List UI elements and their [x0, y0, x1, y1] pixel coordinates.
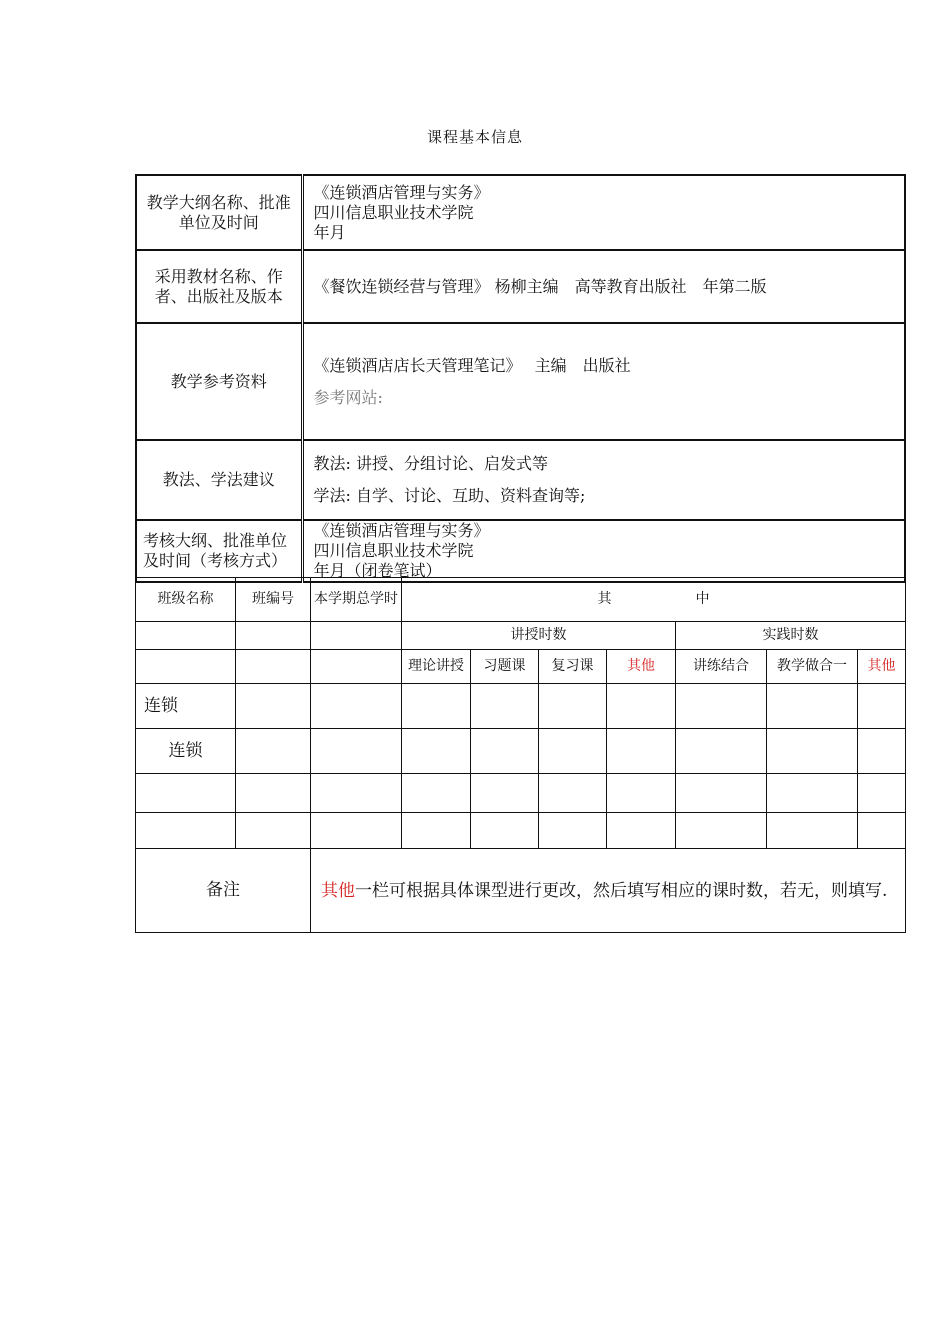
cell: [607, 774, 676, 813]
textbook-row: [136, 250, 905, 323]
cell: [311, 622, 402, 650]
remark-text: 一栏可根据具体课型进行更改，然后填写相应的课时数，若无，则填写.: [355, 880, 888, 901]
method-value: [302, 440, 905, 520]
reference-row: [136, 323, 905, 440]
class-name-cell: 连锁: [136, 684, 236, 729]
exam-label: 考核大纲、批准单位及时间（考核方式）: [136, 520, 302, 582]
exam-line: 《连锁酒店管理与实务》: [313, 521, 490, 540]
cell: [311, 774, 402, 813]
remark-label: 备注: [136, 849, 311, 933]
cell: [311, 729, 402, 774]
cell: [858, 729, 906, 774]
review-header: 复习课: [539, 650, 607, 684]
cell: [607, 684, 676, 729]
remark-highlight: 其他: [321, 880, 355, 901]
cell: [471, 813, 539, 849]
class-name-cell: 连锁: [136, 729, 236, 774]
hours-header-row: [136, 578, 906, 622]
cell: [767, 729, 858, 774]
table-row: [136, 774, 906, 813]
cell: [236, 622, 311, 650]
cell: [471, 774, 539, 813]
cell: [236, 650, 311, 684]
textbook-label: 采用教材名称、作者、出版社及版本: [136, 250, 302, 323]
exam-line: 年月（闭卷笔试）: [313, 561, 442, 580]
practice-hours-header: 实践时数: [676, 622, 906, 650]
cell: [858, 684, 906, 729]
cell: [676, 774, 767, 813]
learn-method: 学法: 自学、讨论、互助、资料查询等;: [313, 486, 586, 505]
cell: [767, 813, 858, 849]
cell: [311, 684, 402, 729]
syllabus-value: [302, 175, 905, 250]
among-header: 其 中: [402, 578, 906, 622]
cell: [236, 729, 311, 774]
course-info-table: [135, 174, 906, 583]
textbook-value: 《餐饮连锁经营与管理》 杨柳主编 高等教育出版社 年第二版: [302, 250, 905, 323]
syllabus-label: 教学大纲名称、批准单位及时间: [136, 175, 302, 250]
table-row: [136, 729, 906, 774]
method-row: [136, 440, 905, 520]
cell: [607, 729, 676, 774]
drill-header: 讲练结合: [676, 650, 767, 684]
lecture-hours-header: 讲授时数: [402, 622, 676, 650]
table-row: [136, 813, 906, 849]
other-lecture-header: 其他: [607, 650, 676, 684]
reference-site: 参考网站:: [313, 387, 383, 407]
class-name-cell: [136, 774, 236, 813]
remark-row: [136, 849, 906, 933]
cell: [236, 813, 311, 849]
cell: [858, 774, 906, 813]
hours-group-row: [136, 622, 906, 650]
cell: [136, 650, 236, 684]
hours-subheader-row: [136, 650, 906, 684]
class-no-header: 班编号: [236, 578, 311, 622]
teach-method: 教法: 讲授、分组讨论、启发式等: [313, 454, 548, 473]
cell: [402, 774, 471, 813]
class-name-header: 班级名称: [136, 578, 236, 622]
class-hours-table: [135, 577, 906, 933]
cell: [767, 774, 858, 813]
cell: [402, 729, 471, 774]
cell: [236, 774, 311, 813]
cell: [539, 774, 607, 813]
theory-header: 理论讲授: [402, 650, 471, 684]
exercise-header: 习题课: [471, 650, 539, 684]
cell: [539, 684, 607, 729]
cell: [858, 813, 906, 849]
other-practice-header: 其他: [858, 650, 906, 684]
cell: [539, 729, 607, 774]
cell: [607, 813, 676, 849]
syllabus-line: 年月: [313, 222, 346, 242]
cell: [236, 684, 311, 729]
method-label: 教法、学法建议: [136, 440, 302, 520]
exam-row: [136, 520, 905, 582]
remark-value: [311, 849, 906, 933]
cell: [676, 729, 767, 774]
syllabus-line: 四川信息职业技术学院: [313, 202, 474, 222]
cell: [471, 684, 539, 729]
total-hours-header: 本学期总学时: [311, 578, 402, 622]
cell: [402, 684, 471, 729]
cell: [676, 813, 767, 849]
integrated-header: 教学做合一: [767, 650, 858, 684]
exam-value: [302, 520, 905, 582]
cell: [311, 650, 402, 684]
reference-label: 教学参考资料: [136, 323, 302, 440]
cell: [676, 684, 767, 729]
cell: [402, 813, 471, 849]
syllabus-row: [136, 175, 905, 250]
page-title: 课程基本信息: [426, 128, 523, 146]
reference-book: 《连锁酒店店长天管理笔记》 主编 出版社: [313, 355, 631, 375]
table-row: [136, 684, 906, 729]
reference-value: [302, 323, 905, 440]
cell: [136, 622, 236, 650]
class-name-cell: [136, 813, 236, 849]
cell: [311, 813, 402, 849]
cell: [471, 729, 539, 774]
cell: [767, 684, 858, 729]
syllabus-line: 《连锁酒店管理与实务》: [313, 182, 490, 202]
cell: [539, 813, 607, 849]
exam-line: 四川信息职业技术学院: [313, 541, 474, 560]
